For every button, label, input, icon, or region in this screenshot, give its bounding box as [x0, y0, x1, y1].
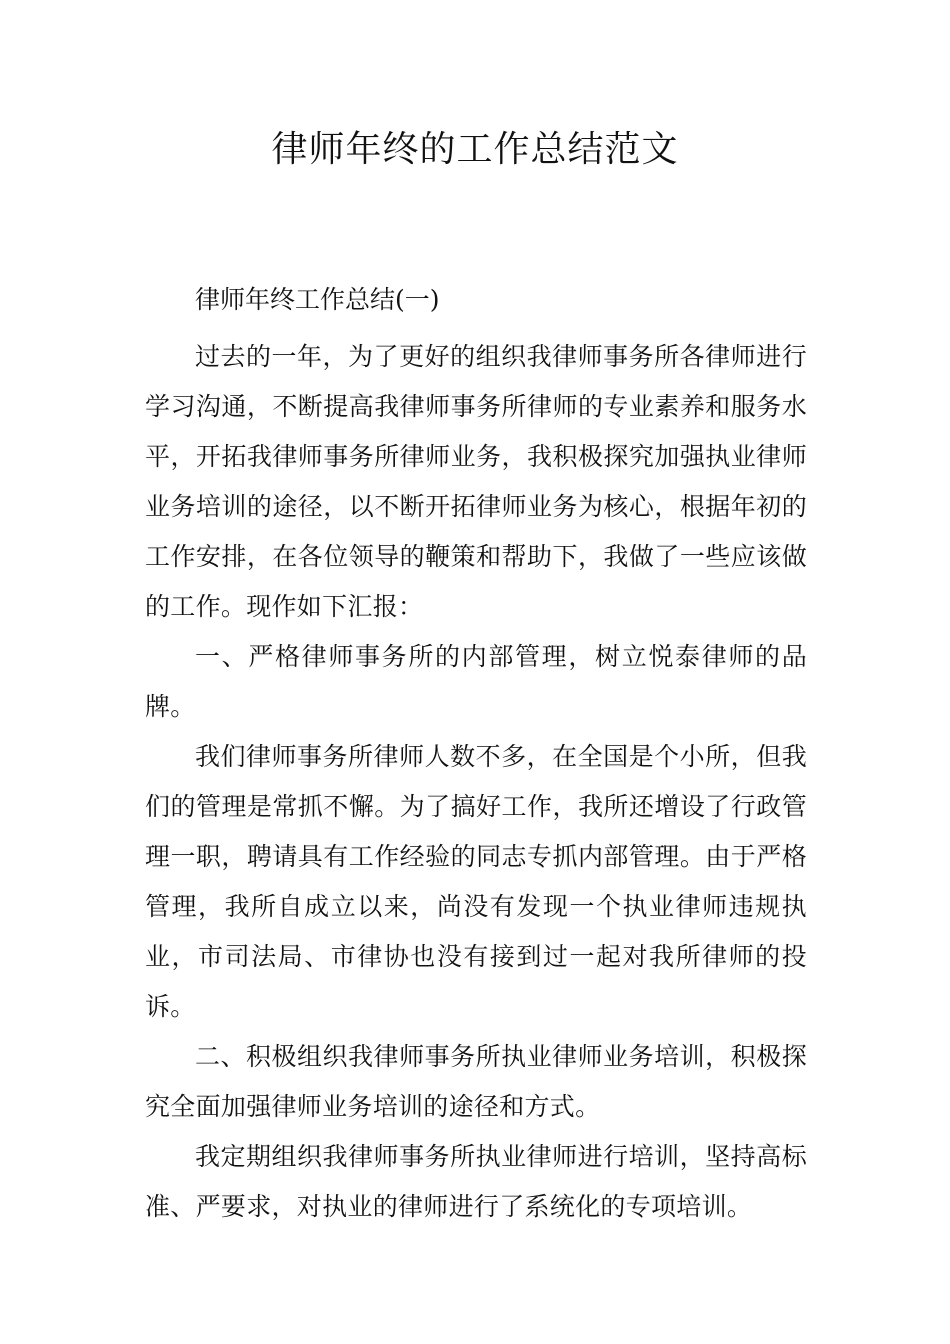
document-title: 律师年终的工作总结范文 [271, 129, 679, 170]
paragraph-intro: 过去的一年，为了更好的组织我律师事务所各律师进行学习沟通，不断提高我律师事务所律师的专业素养和服务水平，开拓我律师事务所律师业务，我积极探究加强执业律师业务培训的途径，以不断开拓律师业务为核心，根据年初的工作安排，在各位领导的鞭策和帮助下，我做了一些应该做的工作。现作如下汇报： [145, 342, 807, 621]
paragraph-management: 我们律师事务所律师人数不多，在全国是个小所，但我们的管理是常抓不懈。为了搞好工作，我所还增设了行政管理一职，聘请具有工作经验的同志专抓内部管理。由于严格管理，我所自成立以来，尚没有发现一个执业律师违规执业，市司法局、市律协也没有接到过一起对我所律师的投诉。 [145, 742, 807, 1021]
document-body [145, 278, 807, 1232]
paragraph-heading-2: 二、积极组织我律师事务所执业律师业务培训，积极探究全面加强律师业务培训的途径和方式。 [145, 1042, 807, 1121]
paragraph-heading-1: 一、严格律师事务所的内部管理，树立悦泰律师的品牌。 [145, 642, 807, 721]
section-heading: 律师年终工作总结(一) [195, 285, 440, 314]
paragraph-training: 我定期组织我律师事务所执业律师进行培训，坚持高标准、严要求，对执业的律师进行了系统化的专项培训。 [145, 1142, 807, 1221]
